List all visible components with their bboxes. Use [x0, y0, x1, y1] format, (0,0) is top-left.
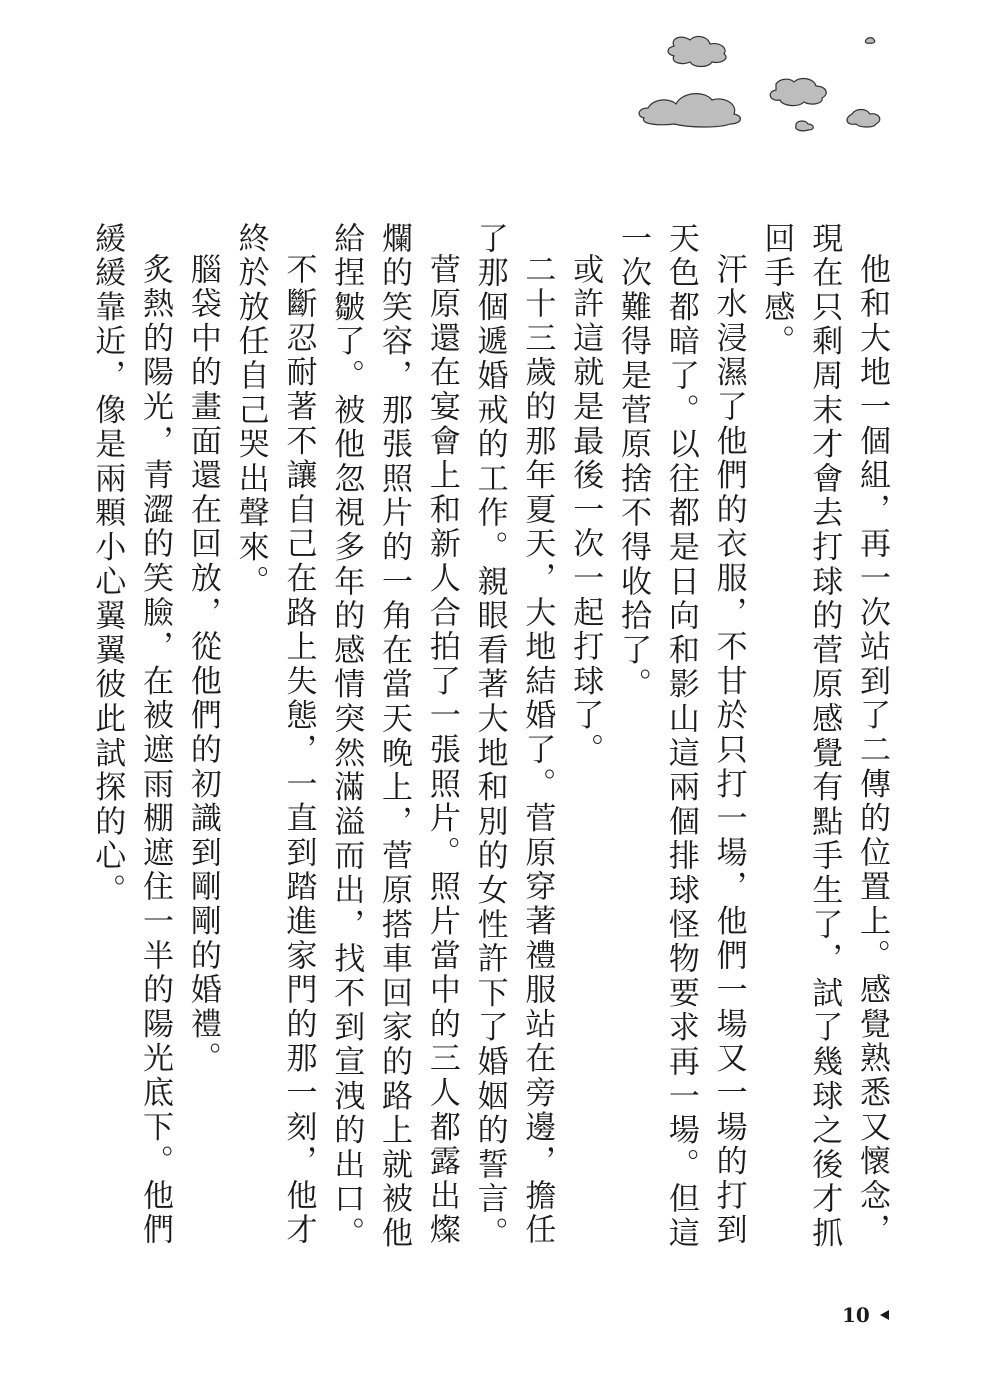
- paragraph: 汗水浸濕了他們的衣服，不甘於只打一場，他們一場又一場的打到天色都暗了。以往都是日向和影山這兩個排球怪物要求再一場。但這一次難得是菅原捨不得收拾了。: [615, 222, 747, 1251]
- clouds-illustration: [630, 28, 890, 138]
- cloud-shape: [639, 94, 740, 127]
- cloud-shape: [847, 110, 880, 128]
- cloud-shape: [865, 38, 874, 44]
- cloud-shape: [770, 79, 826, 106]
- paragraph: 他和大地一個組，再一次站到了二傳的位置上。感覺熟悉又懷念，現在只剩周末才會去打球的菅原感覺有點手生了，試了幾球之後才抓回手感。: [758, 222, 890, 1251]
- paragraph: 不斷忍耐著不讓自己在路上失態，一直到踏進家門的那一刻，他才終於放任自己哭出聲來。: [232, 222, 317, 1248]
- paragraph: 腦袋中的畫面還在回放，從他們的初識到剛剛的婚禮。: [184, 253, 221, 1077]
- paragraph: 二十三歲的那年夏天，大地結婚了。菅原穿著禮服站在旁邊，擔任了那個遞婚戒的工作。親眼看著大地和別的女性許下了婚姻的誓言。: [471, 222, 556, 1251]
- paragraph: 炙熱的陽光，青澀的笑臉，在被遮雨棚遮住一半的陽光底下。他們緩緩靠近，像是兩顆小心翼翼彼此試探的心。: [89, 222, 174, 1248]
- cloud-shape: [668, 37, 726, 67]
- paragraph: 菅原還在宴會上和新人合拍了一張照片。照片當中的三人都露出燦爛的笑容，那張照片的一角在當天晚上，菅原搭車回家的路上就被他給捏皺了。被他忽視多年的感情突然滿溢而出，找不到宣洩的出口。: [328, 222, 460, 1251]
- cloud-shape: [796, 121, 814, 131]
- paragraph: 或許這就是最後一次一起打球了。: [567, 253, 604, 768]
- triangle-left-icon: [880, 1310, 889, 1320]
- page-footer: [842, 1300, 889, 1330]
- page-number: 10: [842, 1303, 870, 1327]
- vertical-text-body: [89, 222, 895, 1252]
